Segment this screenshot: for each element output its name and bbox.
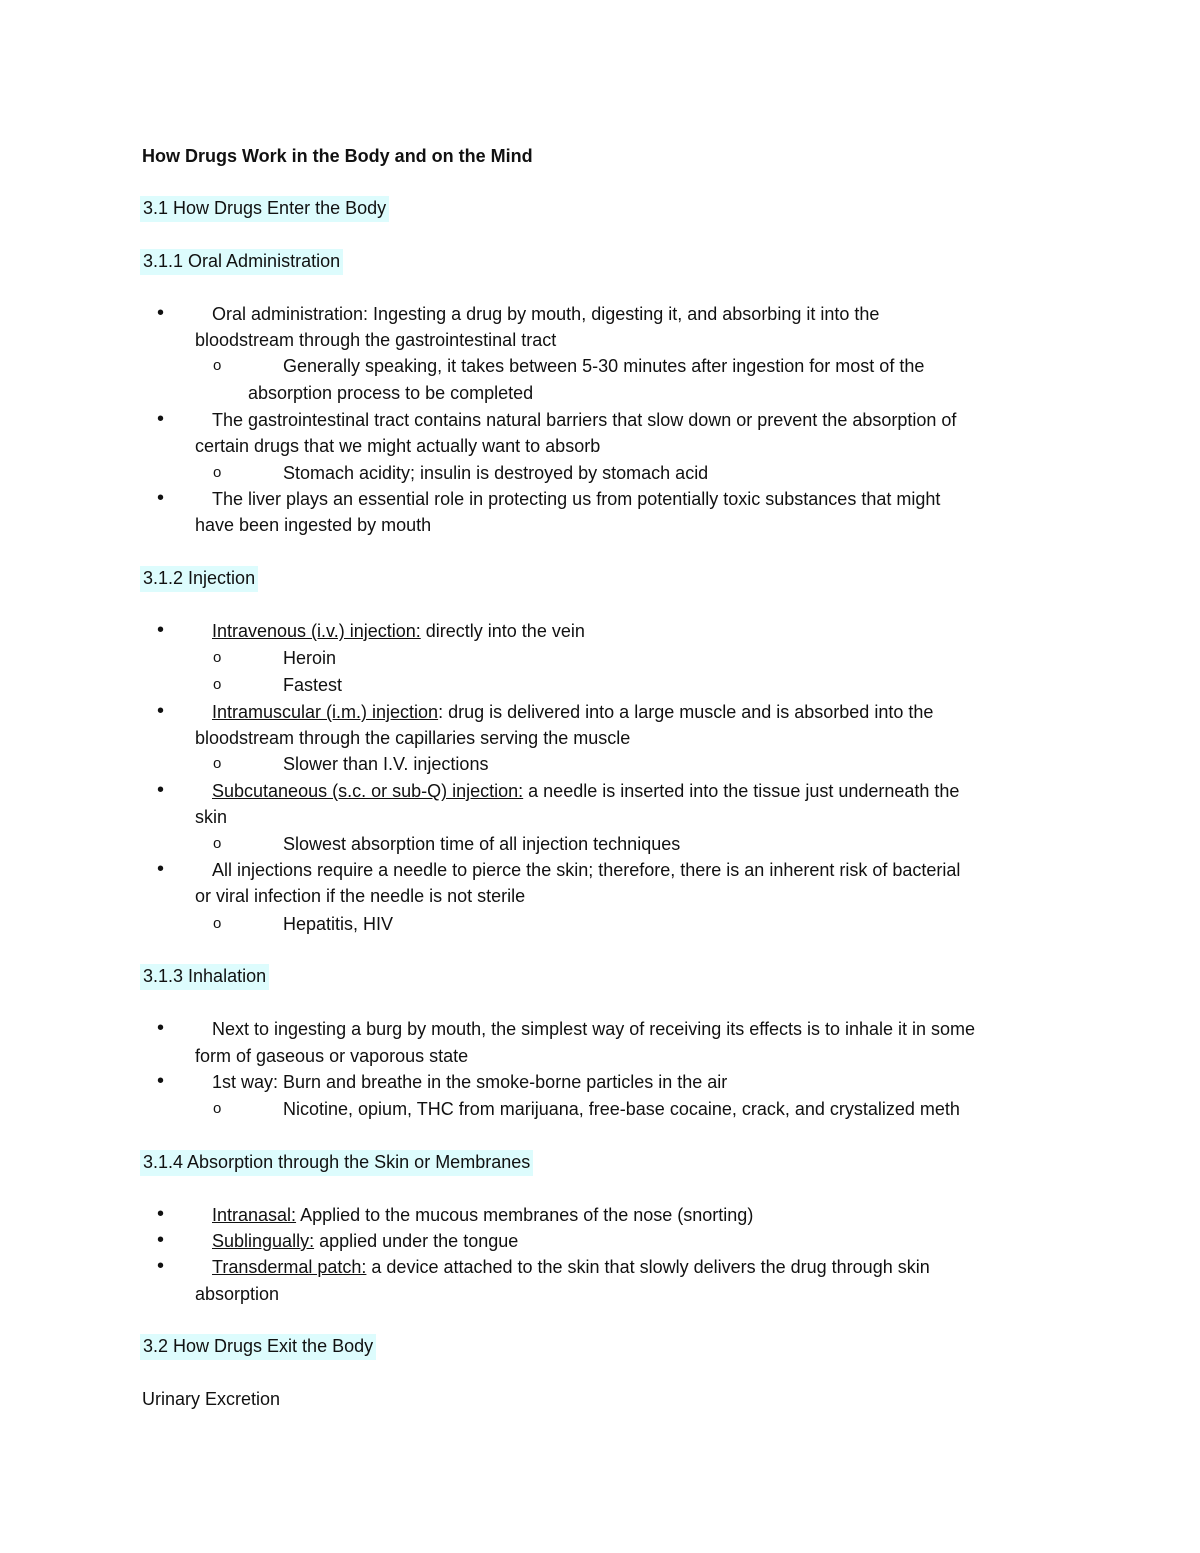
absorption-transdermal-line-1 xyxy=(212,1254,930,1280)
im-description: : drug is delivered into a large muscle and is absorbed into the xyxy=(438,702,934,722)
injection-im-line-1 xyxy=(212,699,933,725)
bullet-icon: • xyxy=(157,1229,165,1251)
iv-sub-2: Fastest xyxy=(283,675,343,695)
injection-all-line-1: All injections require a needle to pierce the skin; therefore, there is an inherent risk of bacterial xyxy=(212,860,961,880)
absorption-transdermal-line-2: absorption xyxy=(195,1284,280,1304)
oral-sub-1-line-1: Generally speaking, it takes between 5-30 minutes after ingestion for most of the xyxy=(283,356,925,376)
oral-bullet-1-line-2: bloodstream through the gastrointestinal tract xyxy=(195,330,557,350)
oral-sub-1-line-2: absorption process to be completed xyxy=(248,383,534,403)
bullet-icon: • xyxy=(157,1017,165,1039)
section-heading-3-1-3 xyxy=(140,963,269,989)
section-heading-3-2 xyxy=(140,1333,376,1359)
section-heading-3-1-1 xyxy=(140,248,343,274)
iv-sub-1: Heroin xyxy=(283,648,337,668)
bullet-icon: • xyxy=(157,619,165,641)
inhalation-bullet-1-line-1: Next to ingesting a burg by mouth, the simplest way of receiving its effects is to inhale it in some xyxy=(212,1019,976,1039)
transdermal-term: Transdermal patch: xyxy=(212,1257,367,1277)
all-sub-1: Hepatitis, HIV xyxy=(283,914,394,934)
sub-bullet-icon: o xyxy=(213,1100,222,1117)
bullet-icon: • xyxy=(157,487,165,509)
oral-bullet-1-line-1: Oral administration: Ingesting a drug by mouth, digesting it, and absorbing it into the xyxy=(212,304,880,324)
document-title: How Drugs Work in the Body and on the Mind xyxy=(142,146,533,166)
bullet-icon: • xyxy=(157,1203,165,1225)
oral-sub-2: Stomach acidity; insulin is destroyed by stomach acid xyxy=(283,463,709,483)
transdermal-description: a device attached to the skin that slowly delivers the drug through skin xyxy=(366,1257,930,1277)
sub-bullet-icon: o xyxy=(213,357,222,374)
sc-sub-1: Slowest absorption time of all injection techniques xyxy=(283,834,681,854)
sublingual-term: Sublingually: xyxy=(212,1231,315,1251)
oral-bullet-3-line-1: The liver plays an essential role in protecting us from potentially toxic substances that might xyxy=(212,489,941,509)
bullet-icon: • xyxy=(157,1255,165,1277)
section-heading-3-1-2 xyxy=(140,565,258,591)
bullet-icon: • xyxy=(157,1070,165,1092)
section-heading-3-1-1-text: 3.1.1 Oral Administration xyxy=(140,249,343,275)
injection-im-line-2: bloodstream through the capillaries serving the muscle xyxy=(195,728,631,748)
sub-bullet-icon: o xyxy=(213,915,222,932)
bullet-icon: • xyxy=(157,858,165,880)
im-term: Intramuscular (i.m.) injection xyxy=(212,702,439,722)
bullet-icon: • xyxy=(157,408,165,430)
im-sub-1: Slower than I.V. injections xyxy=(283,754,489,774)
oral-bullet-2-line-2: certain drugs that we might actually want to absorb xyxy=(195,436,601,456)
sub-bullet-icon: o xyxy=(213,676,222,693)
urinary-excretion-heading: Urinary Excretion xyxy=(142,1389,281,1409)
iv-term: Intravenous (i.v.) injection: xyxy=(212,621,421,641)
inhalation-bullet-2: 1st way: Burn and breathe in the smoke-borne particles in the air xyxy=(212,1072,728,1092)
injection-all-line-2: or viral infection if the needle is not sterile xyxy=(195,886,526,906)
sc-description: a needle is inserted into the tissue just underneath the xyxy=(523,781,960,801)
section-heading-3-1-3-text: 3.1.3 Inhalation xyxy=(140,964,269,990)
sub-bullet-icon: o xyxy=(213,649,222,666)
absorption-sublingual xyxy=(212,1228,518,1254)
section-heading-3-1-2-text: 3.1.2 Injection xyxy=(140,566,258,592)
oral-bullet-3-line-2: have been ingested by mouth xyxy=(195,515,432,535)
injection-iv-line xyxy=(212,618,585,644)
sc-term: Subcutaneous (s.c. or sub-Q) injection: xyxy=(212,781,524,801)
section-heading-3-1-4 xyxy=(140,1149,533,1175)
section-heading-3-1 xyxy=(140,195,389,221)
intranasal-term: Intranasal: xyxy=(212,1205,297,1225)
bullet-icon: • xyxy=(157,302,165,324)
iv-description: directly into the vein xyxy=(420,621,585,641)
injection-sc-line-1 xyxy=(212,778,959,804)
section-heading-3-1-text: 3.1 How Drugs Enter the Body xyxy=(140,196,389,222)
inhalation-sub-1: Nicotine, opium, THC from marijuana, free-base cocaine, crack, and crystalized meth xyxy=(283,1099,960,1119)
sub-bullet-icon: o xyxy=(213,835,222,852)
sublingual-description: applied under the tongue xyxy=(314,1231,519,1251)
inhalation-bullet-1-line-2: form of gaseous or vaporous state xyxy=(195,1046,469,1066)
absorption-intranasal xyxy=(212,1202,753,1228)
oral-bullet-2-line-1: The gastrointestinal tract contains natural barriers that slow down or prevent the absorption of xyxy=(212,410,957,430)
section-heading-3-2-text: 3.2 How Drugs Exit the Body xyxy=(140,1334,376,1360)
injection-sc-line-2: skin xyxy=(195,807,228,827)
sub-bullet-icon: o xyxy=(213,464,222,481)
intranasal-description: Applied to the mucous membranes of the nose (snorting) xyxy=(296,1205,754,1225)
section-heading-3-1-4-text: 3.1.4 Absorption through the Skin or Membranes xyxy=(140,1150,533,1176)
bullet-icon: • xyxy=(157,700,165,722)
sub-bullet-icon: o xyxy=(213,755,222,772)
bullet-icon: • xyxy=(157,779,165,801)
